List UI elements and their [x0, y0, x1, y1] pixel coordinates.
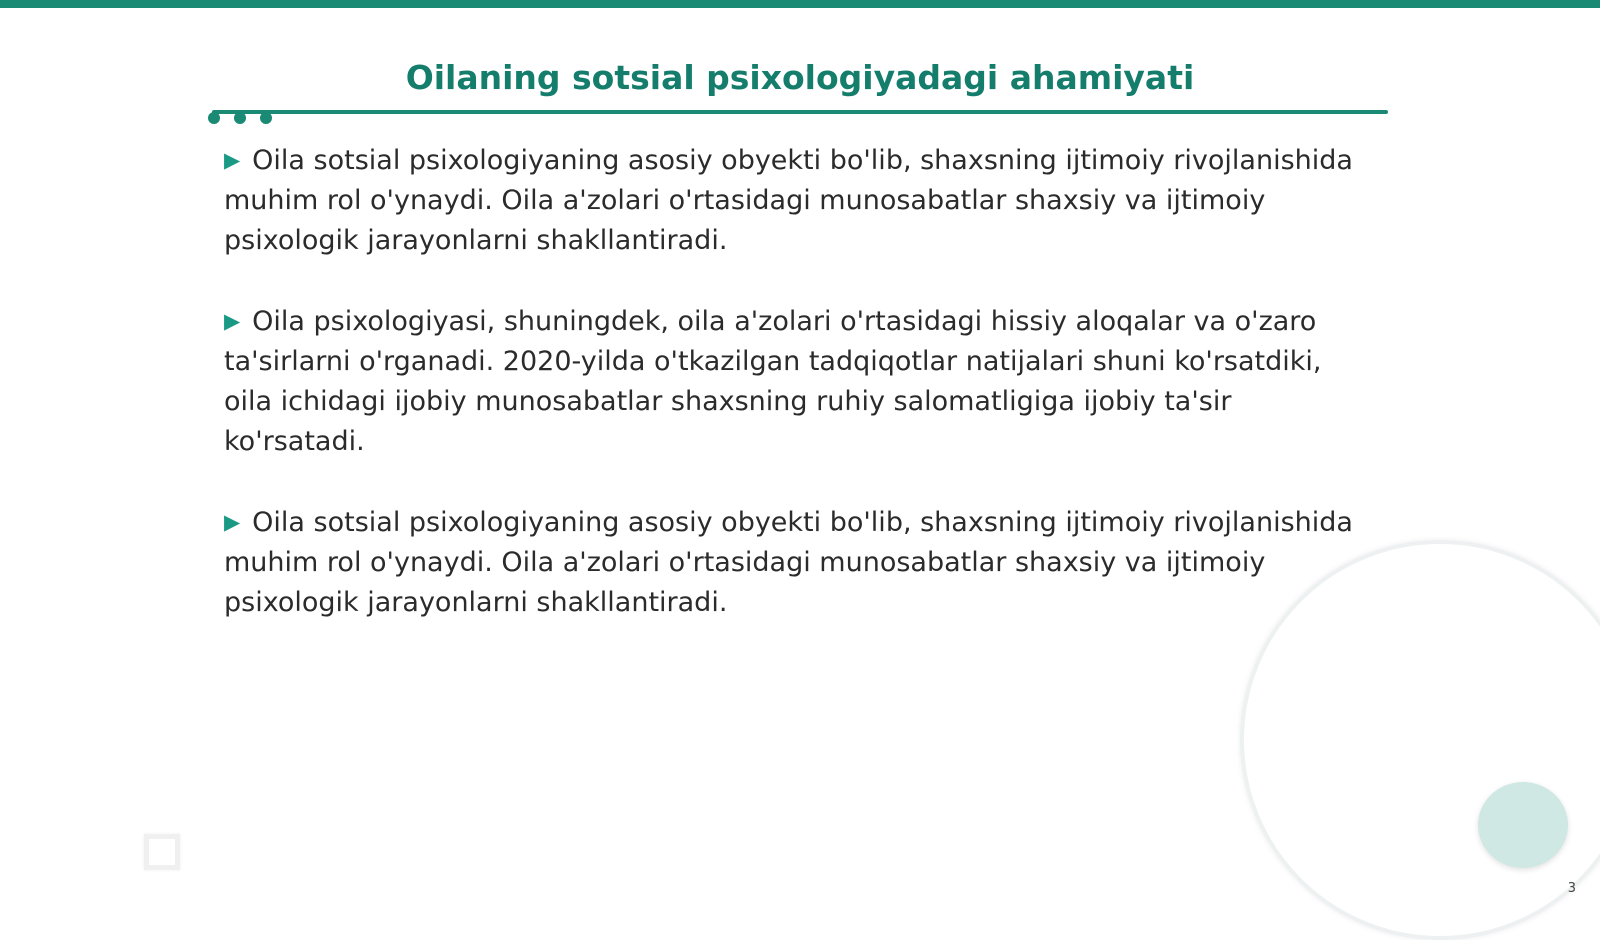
page-number: 3	[1567, 881, 1576, 896]
triangle-bullet-icon: ▶	[224, 148, 241, 172]
decorative-square	[144, 834, 180, 870]
bullet-item	[224, 301, 1372, 462]
underline-dot	[208, 112, 220, 124]
bullet-text: Oila psixologiyasi, shuningdek, oila a'zolari o'rtasidagi hissiy aloqalar va o'zaro ta'sirlarni o'rganadi. 2020-yilda o'tkazilgan tadqiqotlar natijalari shuni ko'rsatdiki, oila ichidagi ijobiy munosabatlar shaxsning ruhiy salomatligiga ijobiy ta'sir ko'rsatadi.	[224, 306, 1322, 457]
bullet-item	[224, 502, 1372, 623]
decorative-circle	[1478, 782, 1568, 868]
underline-dot	[260, 112, 272, 124]
bullet-list	[224, 140, 1372, 663]
bullet-item	[224, 140, 1372, 261]
bullet-text: Oila sotsial psixologiyaning asosiy obyekti bo'lib, shaxsning ijtimoiy rivojlanishida muhim rol o'ynaydi. Oila a'zolari o'rtasidagi munosabatlar shaxsiy va ijtimoiy psixologik jarayonlarni shakllantiradi.	[224, 145, 1353, 256]
bullet-text: Oila sotsial psixologiyaning asosiy obyekti bo'lib, shaxsning ijtimoiy rivojlanishida muhim rol o'ynaydi. Oila a'zolari o'rtasidagi munosabatlar shaxsiy va ijtimoiy psixologik jarayonlarni shakllantiradi.	[224, 507, 1353, 618]
underline-dot	[234, 112, 246, 124]
title-underline	[212, 110, 1388, 114]
slide-title: Oilaning sotsial psixologiyadagi ahamiyati	[405, 58, 1195, 97]
top-accent-bar	[0, 0, 1600, 8]
triangle-bullet-icon: ▶	[224, 510, 241, 534]
triangle-bullet-icon: ▶	[224, 309, 241, 333]
